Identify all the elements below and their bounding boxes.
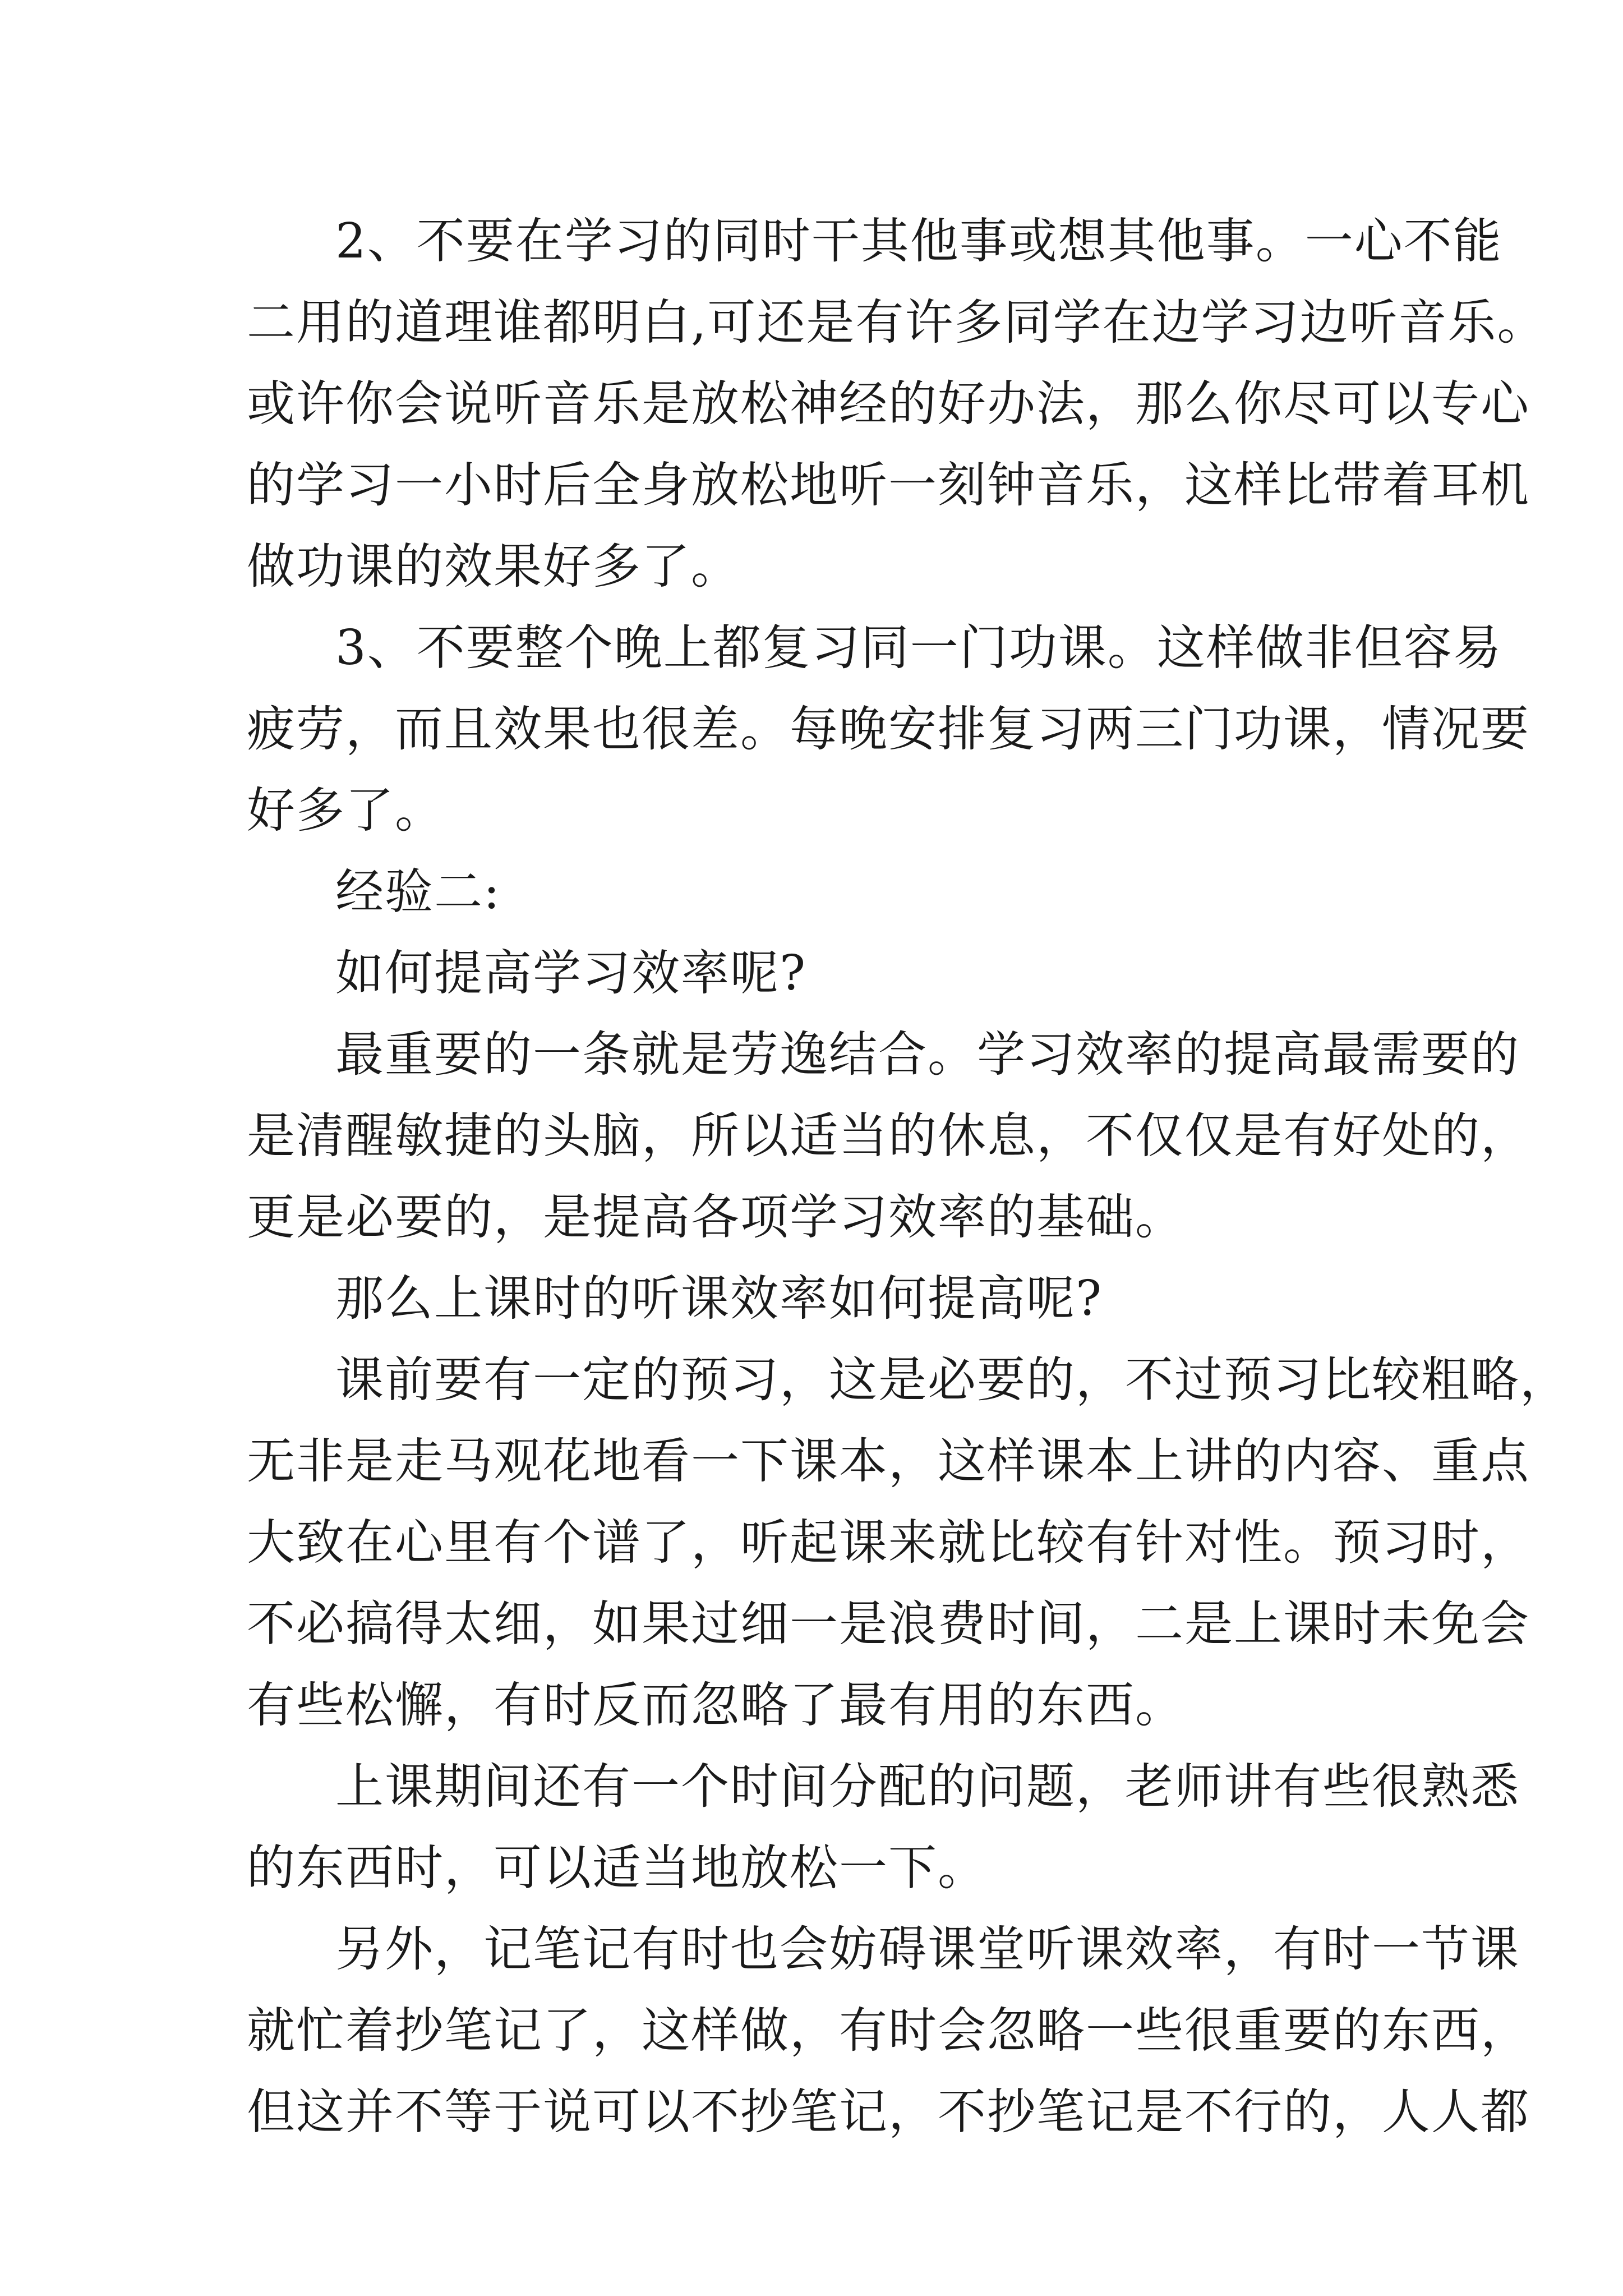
text-line: 课前要有一定的预习，这是必要的，不过预习比较粗略， [335,1352,1569,1408]
section-heading: 经验二: [335,864,501,920]
text-line: 二用的道理谁都明白,可还是有许多同学在边学习边听音乐。 [247,295,1547,351]
text-line: 或许你会说听音乐是放松神经的好办法，那么你尽可以专心 [247,376,1530,432]
text-line: 是清醒敏捷的头脑，所以适当的休息，不仅仅是有好处的， [247,1108,1530,1164]
text-line: 另外，记笔记有时也会妨碍课堂听课效率，有时一节课 [335,1921,1520,1977]
text-line: 2、不要在学习的同时干其他事或想其他事。一心不能 [335,213,1502,269]
question-line: 那么上课时的听课效率如何提高呢? [335,1271,1103,1327]
text-line: 就忙着抄笔记了，这样做，有时会忽略一些很重要的东西， [247,2003,1530,2059]
text-line: 上课期间还有一个时间分配的问题，老师讲有些很熟悉 [335,1759,1520,1815]
text-line: 做功课的效果好多了。 [247,539,740,595]
question-line: 如何提高学习效率呢? [335,945,807,1001]
text-line: 3、不要整个晚上都复习同一门功课。这样做非但容易 [335,620,1502,676]
text-line: 的东西时，可以适当地放松一下。 [247,1840,987,1896]
text-line: 但这并不等于说可以不抄笔记，不抄笔记是不行的，人人都 [247,2084,1530,2140]
text-line: 更是必要的，是提高各项学习效率的基础。 [247,1189,1184,1245]
text-line: 有些松懈，有时反而忽略了最有用的东西。 [247,1677,1184,1733]
text-line: 大致在心里有个谱了，听起课来就比较有针对性。预习时， [247,1515,1530,1571]
text-line: 疲劳，而且效果也很差。每晚安排复习两三门功课，情况要 [247,701,1530,757]
text-line: 最重要的一条就是劳逸结合。学习效率的提高最需要的 [335,1027,1520,1083]
text-line: 无非是走马观花地看一下课本，这样课本上讲的内容、重点 [247,1433,1530,1489]
text-line: 的学习一小时后全身放松地听一刻钟音乐，这样比带着耳机 [247,457,1530,513]
text-line: 不必搞得太细，如果过细一是浪费时间，二是上课时未免会 [247,1596,1530,1652]
text-line: 好多了。 [247,783,444,839]
